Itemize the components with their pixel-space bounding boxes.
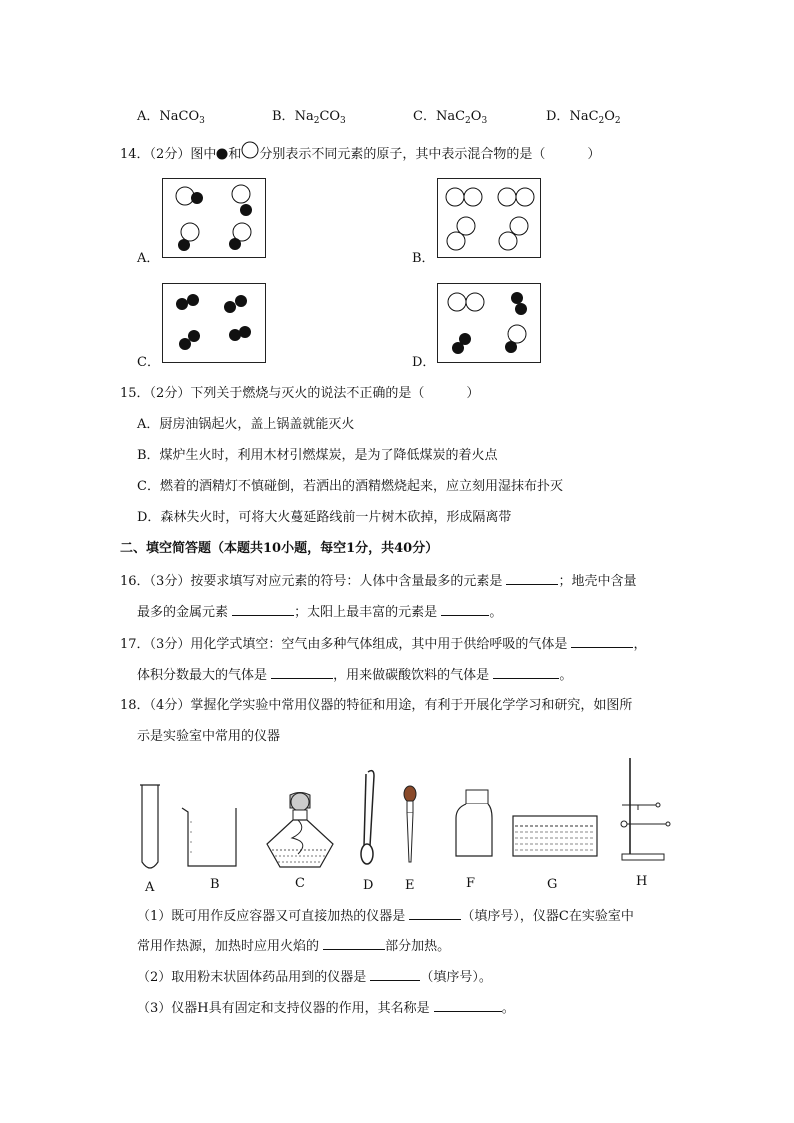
- q18-line-2: 示是实验室中常用的仪器: [137, 729, 281, 744]
- water-trough-icon: [513, 816, 597, 856]
- q17-blank-1[interactable]: [571, 634, 633, 648]
- q17-line-1: 17．（3分）用化学式填空：空气由多种气体组成，其中用于供给呼吸的气体是 ，: [120, 634, 646, 654]
- q17-blank-3[interactable]: [493, 665, 559, 679]
- q18-blank-4[interactable]: [434, 998, 502, 1012]
- instrument-label-a: A: [145, 880, 155, 895]
- q18-blank-1[interactable]: [409, 906, 461, 920]
- q14-label-c: C．: [137, 355, 160, 370]
- spatula-icon: [361, 771, 374, 864]
- q14-label-a: A．: [137, 251, 160, 266]
- q15-option-b: B．煤炉生火时，利用木材引燃煤炭，是为了降低煤炭的着火点: [137, 448, 498, 463]
- q14-stem: 14．（2分）图中 和 分别表示不同元素的原子，其中表示混合物的是（ ）: [120, 142, 600, 164]
- q18-blank-2[interactable]: [323, 936, 385, 950]
- q13-option-d: D．$NaC_2O_2$: [546, 109, 621, 126]
- instrument-label-b: B: [210, 877, 220, 892]
- black-atom-icon: [216, 148, 228, 160]
- q16-line-2: 最多的金属元素 ；太阳上最丰富的元素是 。: [137, 602, 502, 622]
- q14-diagram-a: [162, 178, 266, 258]
- instrument-label-d: D: [363, 878, 374, 893]
- instrument-label-g: G: [547, 877, 558, 892]
- q18-sub2: （2）取用粉末状固体药品用到的仪器是 （填序号）。: [137, 967, 492, 987]
- white-atom-icon: [241, 142, 259, 160]
- lab-instruments-figure: [130, 750, 690, 895]
- q15-option-d: D．森林失火时，可将大火蔓延路线前一片树木砍掉，形成隔离带: [137, 510, 512, 525]
- reagent-bottle-icon: [456, 790, 492, 856]
- dropper-icon: [404, 786, 416, 862]
- q18-blank-3[interactable]: [370, 967, 420, 981]
- q16-line-1: 16．（3分）按要求填写对应元素的符号：人体中含量最多的元素是 ；地壳中含量: [120, 571, 636, 591]
- instrument-label-c: C: [295, 876, 305, 891]
- q14-diagram-d: [437, 283, 541, 363]
- q15-option-c: C．燃着的酒精灯不慎碰倒，若洒出的酒精燃烧起来，应立刻用湿抹布扑灭: [137, 479, 563, 494]
- q14-diagram-b: [437, 178, 541, 258]
- section-2-header: 二、填空简答题（本题共10小题，每空1分，共40分）: [120, 541, 439, 556]
- q17-line-2: 体积分数最大的气体是 ，用来做碳酸饮料的气体是 。: [137, 665, 572, 685]
- instrument-label-e: E: [405, 878, 415, 893]
- alcohol-lamp-icon: [267, 793, 333, 868]
- q16-blank-2[interactable]: [232, 602, 294, 616]
- q13-option-c: C．$NaC_2O_3$: [413, 109, 488, 126]
- iron-stand-icon: [621, 758, 670, 860]
- beaker-icon: [182, 808, 236, 866]
- q14-diagram-c: [162, 283, 266, 363]
- q16-blank-1[interactable]: [506, 571, 558, 585]
- instrument-label-h: H: [636, 874, 648, 889]
- q13-option-a: A．NaCO$_3$: [137, 109, 205, 126]
- test-tube-icon: [140, 785, 160, 868]
- q18-sub1-line-2: 常用作热源，加热时应用火焰的 部分加热。: [137, 936, 450, 956]
- q18-sub3: （3）仪器H具有固定和支持仪器的作用，其名称是 。: [137, 998, 515, 1018]
- q14-label-d: D．: [412, 355, 436, 370]
- q14-label-b: B．: [412, 251, 435, 266]
- q15-stem: 15．（2分）下列关于燃烧与灭火的说法不正确的是（ ）: [120, 386, 480, 401]
- q13-option-b: B．$Na_2CO_3$: [272, 109, 346, 126]
- q15-option-a: A．厨房油锅起火，盖上锅盖就能灭火: [137, 417, 355, 432]
- q18-sub1-line-1: （1）既可用作反应容器又可直接加热的仪器是 （填序号），仪器C在实验室中: [137, 906, 634, 926]
- q17-blank-2[interactable]: [271, 665, 333, 679]
- q18-line-1: 18．（4分）掌握化学实验中常用仪器的特征和用途，有利于开展化学学习和研究，如图所: [120, 698, 633, 713]
- q16-blank-3[interactable]: [441, 602, 489, 616]
- instrument-label-f: F: [466, 876, 476, 891]
